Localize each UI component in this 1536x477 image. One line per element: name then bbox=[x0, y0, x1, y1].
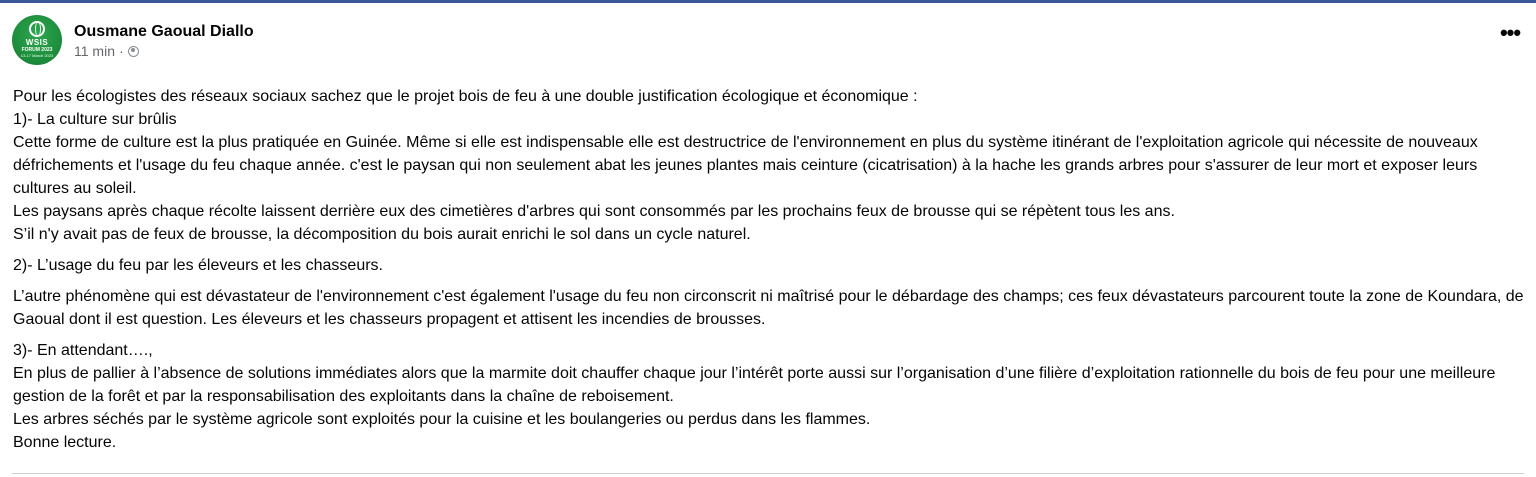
avatar-logo-line2: FORUM 2023 bbox=[21, 47, 53, 53]
divider bbox=[12, 473, 1524, 474]
post-paragraph: Les paysans après chaque récolte laissent derrière eux des cimetières d'arbres qui sont consommés par les prochains feux de brousse qui se répètent tous les ans. bbox=[13, 203, 1175, 220]
post-paragraph: Cette forme de culture est la plus pratiquée en Guinée. Même si elle est indispensable elle est destructrice de l'environnement en plus du système itinérant de l'exploitation agricole qui nécessite de nouveaux défrichements et l'usage du feu chaque année. c'est le paysan qui non seulement abat les jeunes plantes mais ceinture (cicatrisation) à la hache les grands arbres pour s'assurer de leur mort et exposer leurs cultures au soleil. bbox=[13, 134, 1478, 197]
author-name[interactable]: Ousmane Gaoual Diallo bbox=[74, 23, 254, 40]
avatar[interactable] bbox=[12, 15, 62, 65]
post-paragraph: 1)- La culture sur brûlis bbox=[13, 111, 177, 128]
post-paragraph: En plus de pallier à l’absence de solutions immédiates alors que la marmite doit chauffer chaque jour l’intérêt porte aussi sur l’organisation d’une filière d’exploitation rationnelle du bois de feu pour une meilleure gestion de la forêt et par la responsabilisation des exploitants dans la chaîne de reboisement. bbox=[13, 365, 1496, 405]
post-paragraph: Bonne lecture. bbox=[13, 434, 117, 451]
avatar-logo-line3: 13-17 March 2023 bbox=[20, 53, 54, 58]
post-subline bbox=[74, 42, 254, 60]
post-paragraph: Pour les écologistes des réseaux sociaux sachez que le projet bois de feu à une double justification écologique et économique : bbox=[13, 88, 918, 105]
post-card bbox=[0, 3, 1536, 477]
post-paragraph: 2)- L’usage du feu par les éleveurs et les chasseurs. bbox=[13, 257, 383, 274]
avatar-globe-icon bbox=[29, 21, 45, 37]
globe-icon[interactable] bbox=[128, 46, 139, 57]
post-paragraph: L’autre phénomène qui est dévastateur de l'environnement c'est également l'usage du feu non circonscrit ni maîtrisé pour le débardage des champs; ces feux dévastateurs parcourent toute la zone de Koundara, de Gaoual dont il est question. Les éleveurs et les chasseurs propagent et attisent les incendies de brousses. bbox=[13, 288, 1524, 328]
post-body bbox=[13, 85, 1528, 454]
post-meta bbox=[74, 22, 254, 60]
post-timestamp[interactable]: 11 min bbox=[74, 43, 115, 59]
post-paragraph: 3)- En attendant…., bbox=[13, 342, 153, 359]
post-paragraph: Les arbres séchés par le système agricole sont exploités pour la cuisine et les boulangeries ou perdus dans les flammes. bbox=[13, 411, 871, 428]
more-options-button[interactable] bbox=[1498, 20, 1522, 45]
separator-dot: · bbox=[118, 43, 124, 59]
post-header bbox=[12, 15, 254, 67]
avatar-logo-line1: WSIS bbox=[25, 38, 49, 47]
post-paragraph: S’il n'y avait pas de feux de brousse, la décomposition du bois aurait enrichi le sol dans un cycle naturel. bbox=[13, 226, 751, 243]
more-horizontal-icon: ••• bbox=[1499, 20, 1521, 45]
